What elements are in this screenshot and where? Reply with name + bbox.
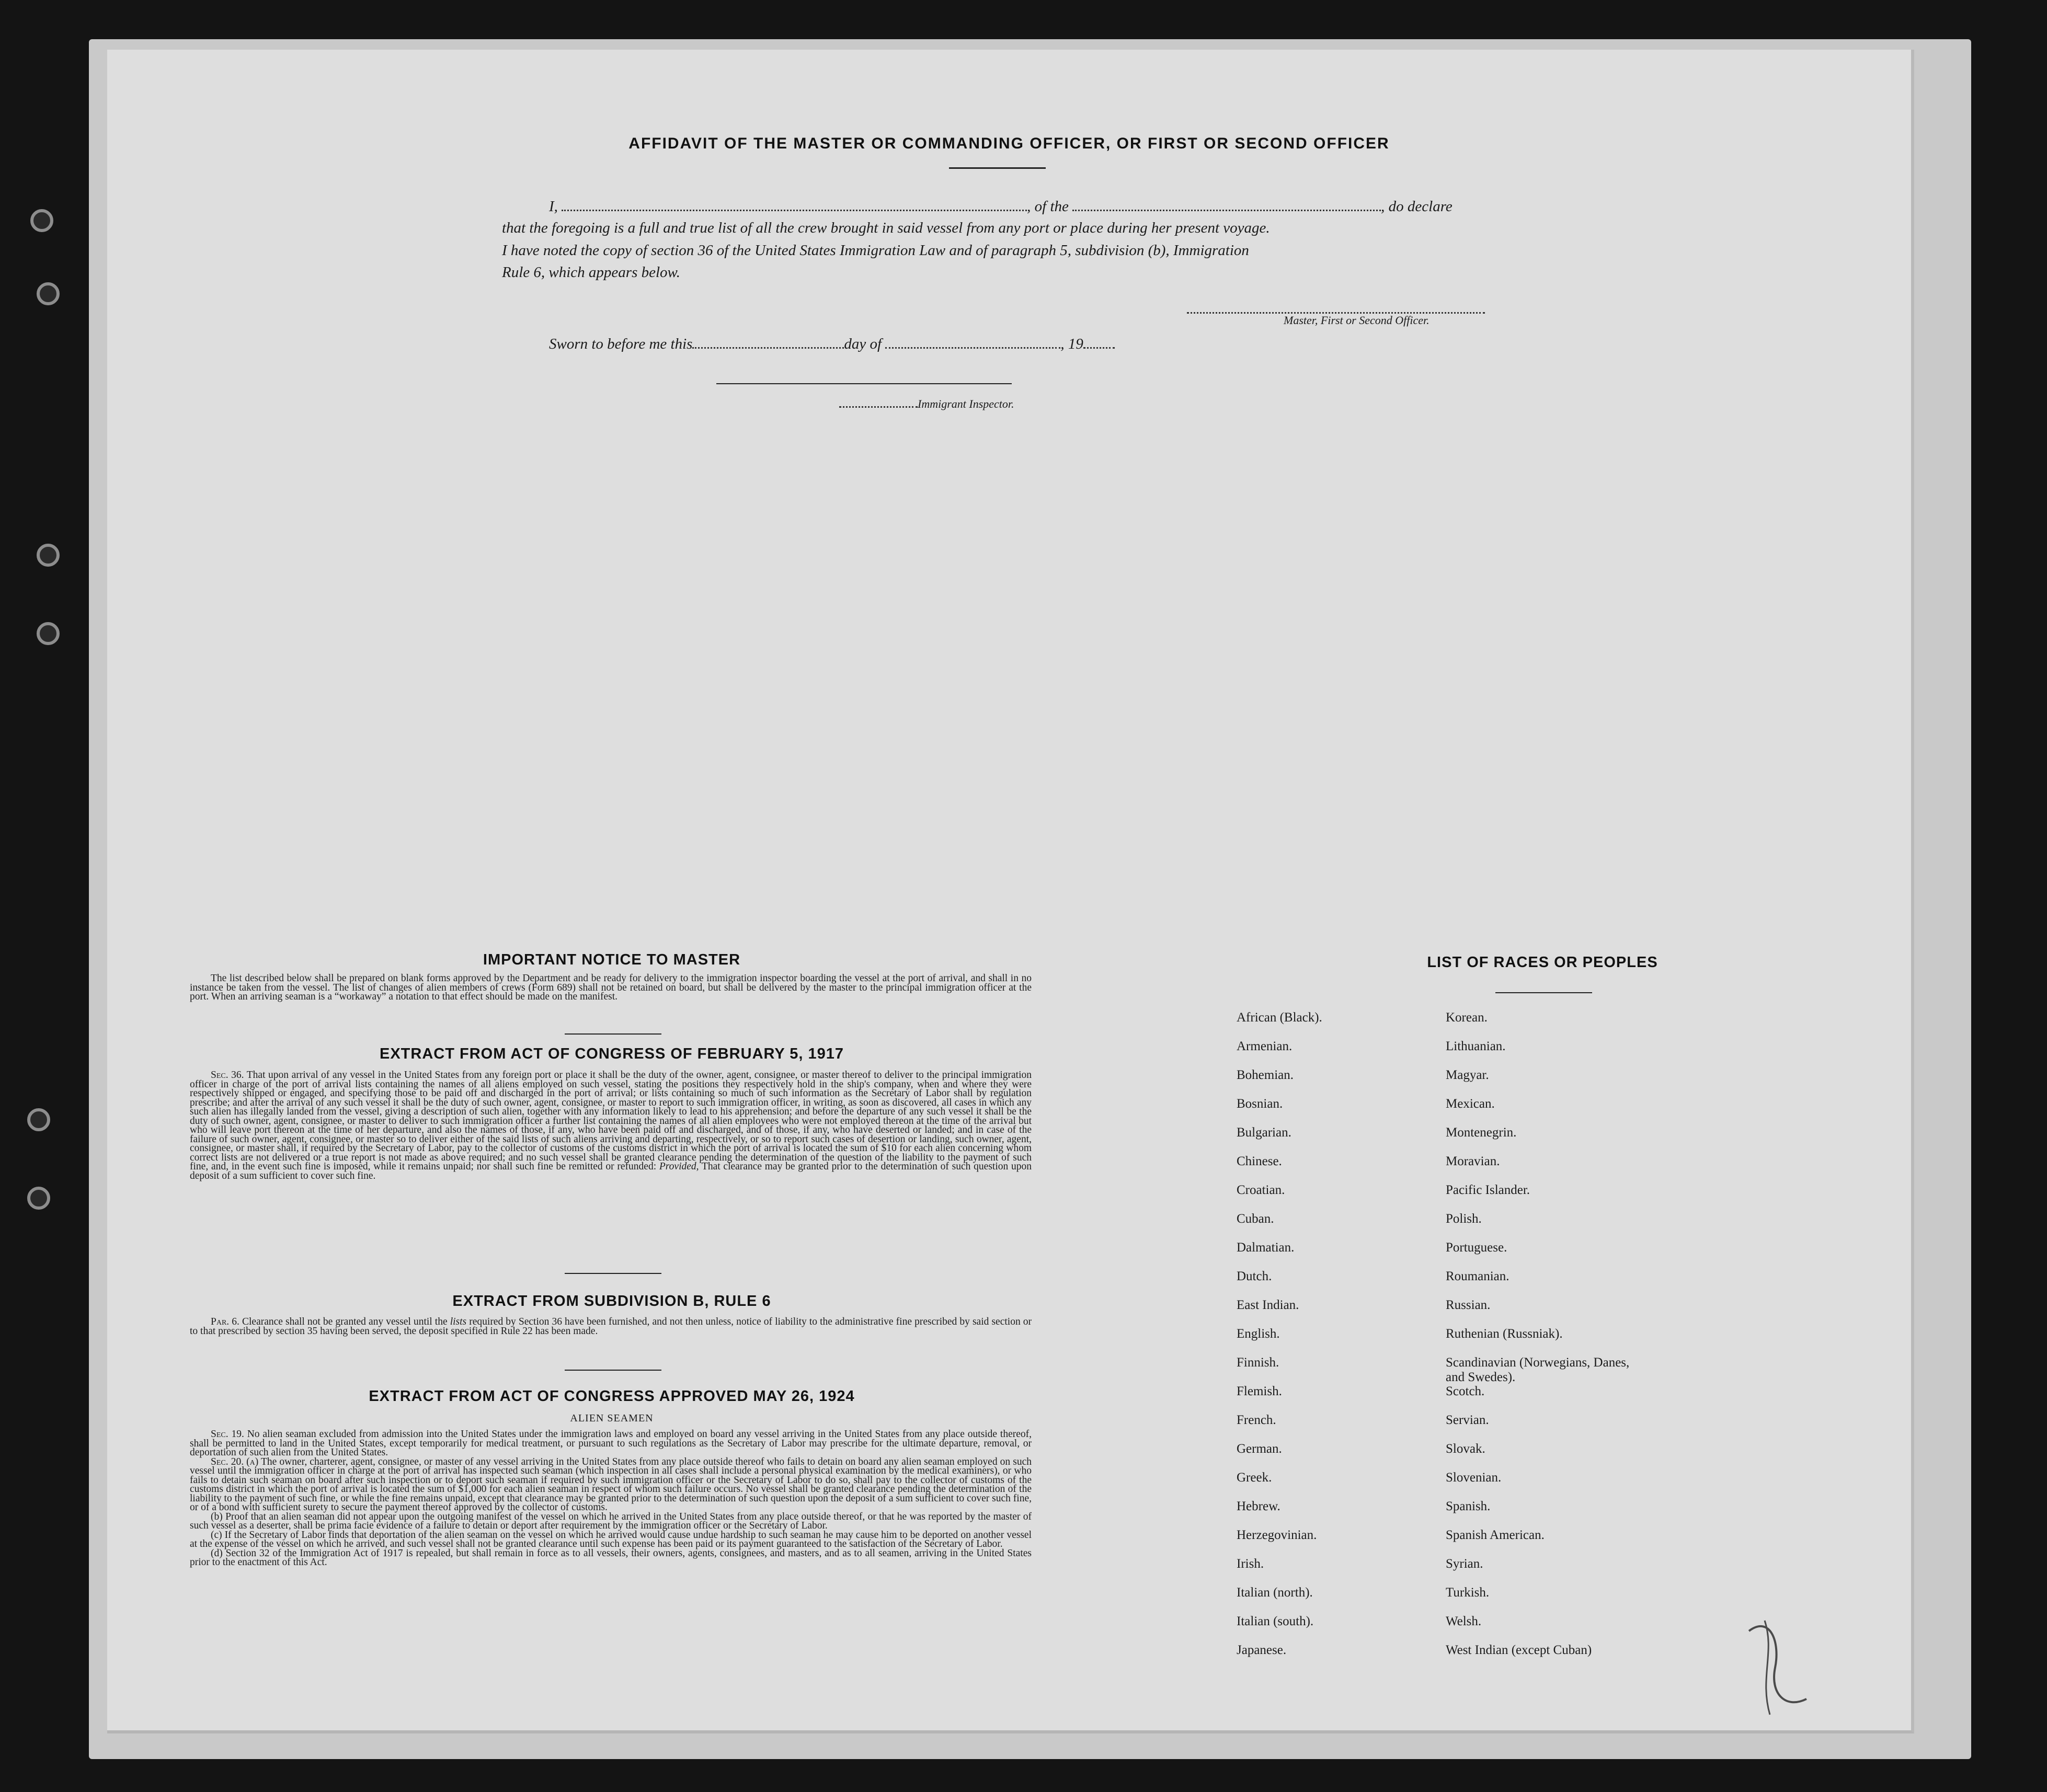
- affidavit-line-2: that the foregoing is a full and true list of all the crew brought in said vessel from any port or place during her present voyage.: [502, 220, 1270, 236]
- sworn-label: Sworn to before me this: [549, 336, 693, 352]
- race-item: French.: [1237, 1413, 1276, 1427]
- lists-word: lists: [450, 1316, 467, 1327]
- extract-1917-rule: [565, 1273, 661, 1274]
- binder-hole: [27, 1187, 50, 1210]
- form-sheet: [107, 50, 1914, 1733]
- notice-rule: [565, 1033, 661, 1035]
- sworn-year-field[interactable]: [1083, 335, 1115, 349]
- declarant-name-field[interactable]: [562, 197, 1027, 211]
- binder-hole: [37, 544, 60, 567]
- paragraph-6: [190, 1317, 1032, 1336]
- title-rule: [949, 167, 1046, 169]
- race-item: Mexican.: [1446, 1097, 1495, 1111]
- race-item: Servian.: [1446, 1413, 1489, 1427]
- race-item: Croatian.: [1237, 1183, 1285, 1197]
- section-36-end: That clearance may be granted prior to the determination of such question upon deposit of a sum sufficient to cover such fine.: [190, 1161, 1032, 1181]
- section-36-body: That upon arrival of any vessel in the United States from any foreign port or place it shall be the duty of the owner, agent, consignee, or master thereof to deliver to the principal immigration officer in charge of the port of arrival lists containing the names of all aliens employed on such vessel, stating the positions they respectively hold in the ship's company, when and where they were respectively shipped or engaged, and specifying those to be paid off and discharged in the port of arrival; or lists containing so much of such information as the Secretary of Labor shall by regulation prescribe; and after the arrival of any such vessel it shall be the duty of such owner, agent, consignee, or master to report to such immigration officer, in writing, as soon as discovered, all cases in which any such alien has illegally landed from the vessel, giving a description of such alien, together with any information likely to lead to his apprehension; and before the departure of any such vessel it shall be the duty of such owner, agent, consignee, or master to deliver to such immigration officer a further list containing the names of all alien employees who were not employed thereon at the time of the arrival but who will leave port thereon at the time of her departure, and also the names of those, if any, who have been paid off and discharged, and of those, if any, who have deserted or landed; and in case of the failure of such owner, agent, consignee, or master so to deliver either of the said lists of such aliens arriving and departing, respectively, or so to report such cases of desertion or landing, such owner, agent, consignee, or master shall, if required by the Secretary of Labor, pay to the collector of customs of the customs district in which the port of arrival is located the sum of $10 for each alien concerning whom correct lists are not delivered or a true report is not made as above required; and no such vessel shall be granted clearance pending the determination of the question of the liability to the payment of such fine, and, in the event such fine is imposed, while it remains unpaid; nor shall such fine be remitted or refunded:: [190, 1070, 1032, 1172]
- affidavit-title: AFFIDAVIT OF THE MASTER OR COMMANDING OFFICER, OR FIRST OR SECOND OFFICER: [628, 135, 1390, 152]
- race-item: Welsh.: [1446, 1614, 1482, 1628]
- race-item: Turkish.: [1446, 1586, 1490, 1600]
- race-item: German.: [1237, 1442, 1282, 1456]
- notice-paragraph: The list described below shall be prepared on blank forms approved by the Department and be ready for delivery to the immigration inspector boarding the vessel at the port of arrival, and shall in no instance be taken from the vessel. The list of changes of alien members of crews (Form 689) shall not be retained on board, but shall be delivered by the master to the principal immigration officer at the port. When an arriving seaman is a “workaway” a notation to that effect should be made on the manifest.: [190, 973, 1032, 1002]
- inspector-signature-field[interactable]: [716, 383, 1012, 384]
- extract-1917-text: [190, 1071, 1032, 1180]
- race-item: Portuguese.: [1446, 1240, 1507, 1255]
- year-label: , 19: [1060, 336, 1083, 352]
- race-item: Italian (north).: [1237, 1586, 1313, 1600]
- sworn-day-field[interactable]: [692, 335, 844, 349]
- races-title: LIST OF RACES OR PEOPLES: [1427, 954, 1658, 971]
- race-item: Slovak.: [1446, 1442, 1485, 1456]
- race-item: Irish.: [1237, 1557, 1264, 1571]
- affidavit-line-1: [549, 197, 1453, 215]
- alien-seamen-subtitle: ALIEN SEAMEN: [570, 1412, 654, 1424]
- race-item: Ruthenian (Russniak).: [1446, 1327, 1563, 1341]
- section-19-label: Sec. 19.: [211, 1429, 244, 1440]
- binder-hole: [37, 622, 60, 645]
- race-item: Korean.: [1446, 1010, 1488, 1025]
- vessel-name-field[interactable]: [1072, 197, 1381, 211]
- day-of-label: day of: [844, 336, 882, 352]
- extract-1924-title: EXTRACT FROM ACT OF CONGRESS APPROVED MAY 26, 1924: [369, 1388, 855, 1405]
- do-declare-label: , do declare: [1381, 198, 1453, 215]
- extract-rule6-rule: [565, 1370, 661, 1371]
- master-signature-field[interactable]: [1187, 300, 1485, 314]
- extract-rule6-text: [190, 1317, 1032, 1336]
- race-item: African (Black).: [1237, 1010, 1322, 1025]
- race-item: Armenian.: [1237, 1039, 1293, 1053]
- race-item: Bohemian.: [1237, 1068, 1294, 1082]
- race-item: English.: [1237, 1327, 1280, 1341]
- section-36-paragraph: [190, 1071, 1032, 1180]
- section-20d-paragraph: (d) Section 32 of the Immigration Act of 1917 is repealed, but shall remain in force as to all vessels, their owners, agents, consignees, and masters, and as to all seamen, arriving in the United States prior to the enactment of this Act.: [190, 1547, 1032, 1568]
- declarant-label: I,: [549, 198, 558, 215]
- section-36-label: Sec. 36.: [211, 1070, 244, 1081]
- race-item: Bosnian.: [1237, 1097, 1283, 1111]
- extract-1924-text: [190, 1430, 1032, 1567]
- section-19-paragraph: [190, 1430, 1032, 1457]
- section-20a-body: The owner, charterer, agent, consignee, or master of any vessel arriving in the United States from any place outside thereof who fails to detain on board any alien seaman employed on such vessel until the immigration officer in charge at the port of arrival has inspected such seaman (which inspection in all cases shall include a personal physical examination by the medical examiners), or who fails to detain such seaman on board after such inspection or to deport such seaman if required by such immigration officer or the Secretary of Labor to do so, shall pay to the collector of customs of the customs district in which the port of arrival is located the sum of $1,000 for each alien seaman in respect of whom such failure occurs. No vessel shall be granted clearance pending the determination of the liability to the payment of such fine, or while the fine remains unpaid, except that clearance may be granted prior to the determination of such question upon the deposit of a sum sufficient to cover such fine, or of a bond with sufficient surety to secure the payment thereof approved by the collector of customs.: [190, 1456, 1032, 1513]
- sworn-line: [549, 335, 1115, 353]
- provided-word: Provided,: [659, 1161, 699, 1172]
- race-item: Moravian.: [1446, 1154, 1500, 1168]
- extract-rule6-title: EXTRACT FROM SUBDIVISION B, RULE 6: [452, 1293, 771, 1309]
- race-item: Slovenian.: [1446, 1471, 1502, 1485]
- race-item: Bulgarian.: [1237, 1125, 1291, 1140]
- of-the-label: , of the: [1027, 198, 1069, 215]
- extract-1917-title: EXTRACT FROM ACT OF CONGRESS OF FEBRUARY 5, 1917: [379, 1046, 844, 1062]
- section-20a-paragraph: [190, 1457, 1032, 1512]
- section-20c-paragraph: (c) If the Secretary of Labor finds that deportation of the alien seaman on the vessel on which he arrived would cause undue hardship to such seaman he may cause him to be deported on another vessel at the expense of the vessel on which he arrived, and such vessel shall not be granted clearance until such expense has been paid or its payment guaranteed to the satisfaction of the Secretary of Labor.: [190, 1529, 1032, 1549]
- binder-hole: [27, 1108, 50, 1131]
- handwritten-mark: [1739, 1610, 1817, 1725]
- bleed-through: [400, 102, 410, 133]
- race-item: East Indian.: [1237, 1298, 1299, 1312]
- race-item: West Indian (except Cuban): [1446, 1643, 1592, 1657]
- race-item: Magyar.: [1446, 1068, 1489, 1082]
- master-signature-label: Master, First or Second Officer.: [1284, 314, 1430, 327]
- race-item: Herzegovinian.: [1237, 1528, 1317, 1542]
- race-item: Japanese.: [1237, 1643, 1287, 1657]
- affidavit-line-4: Rule 6, which appears below.: [502, 264, 680, 281]
- races-rule: [1495, 992, 1592, 993]
- section-20b-paragraph: (b) Proof that an alien seaman did not appear upon the outgoing manifest of the vessel on which he arrived in the United States from any place outside thereof, or that he was reported by the master of such vessel as a deserter, shall be prima facie evidence of a failure to detain or deport after requirement by the immigration officer or the Secretary of Labor.: [190, 1511, 1032, 1531]
- binder-hole: [37, 282, 60, 305]
- race-item: Pacific Islander.: [1446, 1183, 1530, 1197]
- race-item: Roumanian.: [1446, 1269, 1509, 1283]
- race-item: Greek.: [1237, 1471, 1272, 1485]
- notice-title: IMPORTANT NOTICE TO MASTER: [483, 951, 741, 968]
- section-19-body: No alien seaman excluded from admission into the United States under the immigration laws and employed on board any vessel arriving in the United States from any place outside thereof, shall be permitted to land in the United States, except temporarily for medical treatment, or pursuant to such regulations as the Secretary of Labor may prescribe for the ultimate departure, removal, or deportation of such alien from the United States.: [190, 1429, 1032, 1458]
- inspector-signature-label: [839, 397, 1014, 411]
- race-item: Cuban.: [1237, 1212, 1274, 1226]
- section-20-label: Sec. 20. (a): [211, 1456, 259, 1467]
- race-item: Scandinavian (Norwegians, Danes, and Swedes).: [1446, 1356, 1630, 1384]
- race-item: Dalmatian.: [1237, 1240, 1295, 1255]
- race-item: Flemish.: [1237, 1384, 1282, 1398]
- sworn-month-field[interactable]: [885, 335, 1060, 349]
- race-item: Finnish.: [1237, 1356, 1279, 1370]
- race-item: Lithuanian.: [1446, 1039, 1506, 1053]
- race-item: Italian (south).: [1237, 1614, 1314, 1628]
- paragraph-6-body-b: required by Section 36 have been furnished, and not then unless, notice of liability to the administrative fine prescribed by said section or to that prescribed by section 35 having been served, the deposit specified in Rule 22 has been made.: [190, 1316, 1032, 1337]
- paragraph-6-body-a: Clearance shall not be granted any vessel until the: [242, 1316, 448, 1327]
- paragraph-6-label: Par. 6.: [211, 1316, 239, 1327]
- inspector-dots: [839, 399, 918, 408]
- race-item: Dutch.: [1237, 1269, 1272, 1283]
- race-item: Polish.: [1446, 1212, 1482, 1226]
- race-item: Chinese.: [1237, 1154, 1282, 1168]
- affidavit-line-3: I have noted the copy of section 36 of the United States Immigration Law and of paragraph 5, subdivision (b), Immigration: [502, 242, 1249, 259]
- race-item: Scotch.: [1446, 1384, 1485, 1398]
- binder-hole: [30, 209, 53, 232]
- race-item: Montenegrin.: [1446, 1125, 1517, 1140]
- race-item: Spanish.: [1446, 1499, 1491, 1513]
- notice-text: [190, 974, 1032, 1002]
- race-item: Hebrew.: [1237, 1499, 1280, 1513]
- race-item: Syrian.: [1446, 1557, 1483, 1571]
- inspector-label: Immigrant Inspector.: [918, 397, 1014, 410]
- race-item: Russian.: [1446, 1298, 1491, 1312]
- race-item: Spanish American.: [1446, 1528, 1545, 1542]
